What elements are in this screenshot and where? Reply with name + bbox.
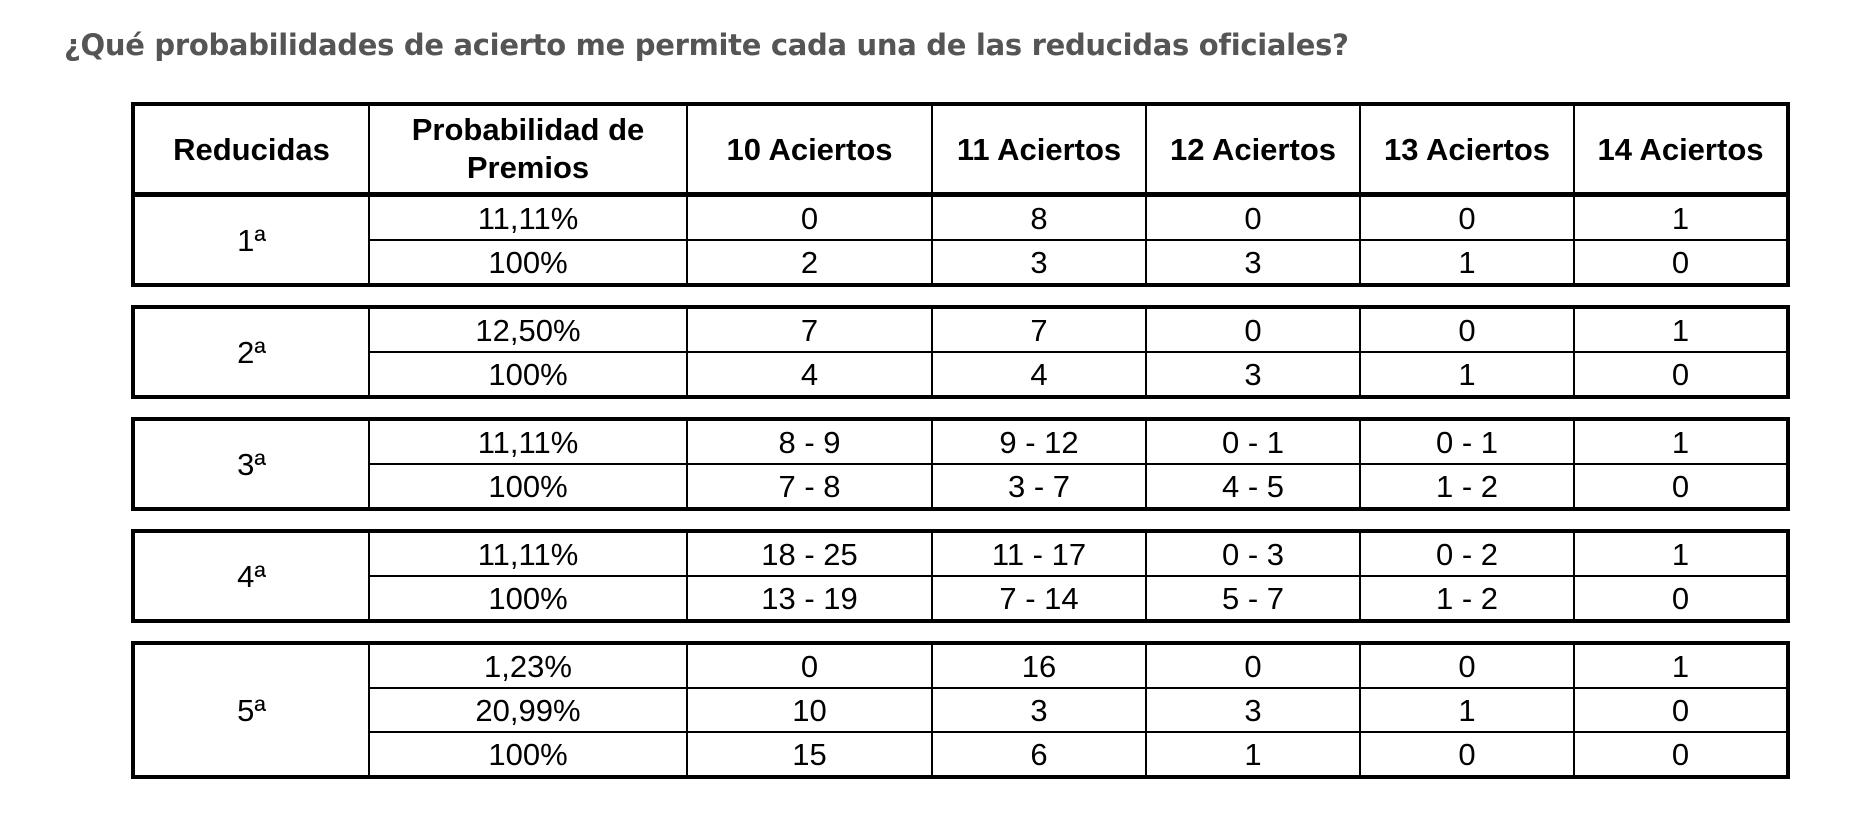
table-cell: 100%: [369, 240, 687, 285]
table-row: [133, 464, 1788, 509]
reducida-label: 5ª: [133, 643, 369, 777]
table-cell: 1: [1574, 307, 1788, 352]
table-cell: 3: [1146, 352, 1360, 397]
table-cell: 100%: [369, 576, 687, 621]
table-cell: 3: [932, 240, 1146, 285]
header-10-aciertos: 10 Aciertos: [687, 104, 932, 194]
table-cell: 3: [1146, 688, 1360, 732]
table-cell: 0: [1574, 352, 1788, 397]
table-cell: 1 - 2: [1360, 576, 1574, 621]
table-row: [133, 240, 1788, 285]
table-cell: 4 - 5: [1146, 464, 1360, 509]
table-cell: 11,11%: [369, 196, 687, 240]
table-cell: 2: [687, 240, 932, 285]
table-cell: 16: [932, 643, 1146, 688]
table-cell: 1: [1574, 531, 1788, 576]
table-cell: 3: [1146, 240, 1360, 285]
reducida-label: 3ª: [133, 419, 369, 509]
table-cell: 0: [1574, 240, 1788, 285]
table-cell: 0: [1146, 307, 1360, 352]
table-cell: 0: [1574, 688, 1788, 732]
reducidas-table: [131, 102, 1786, 797]
table-cell: 0: [1146, 643, 1360, 688]
table-cell: 0: [1360, 196, 1574, 240]
table-cell: 0: [687, 643, 932, 688]
table-cell: 0: [1360, 307, 1574, 352]
table-cell: 6: [932, 732, 1146, 777]
table-cell: 0: [1360, 732, 1574, 777]
table-cell: 8 - 9: [687, 419, 932, 464]
table-cell: 7 - 8: [687, 464, 932, 509]
table-cell: 100%: [369, 352, 687, 397]
table-cell: 0: [1146, 196, 1360, 240]
header-probabilidad: Probabilidad de Premios: [369, 104, 687, 194]
table-row: [133, 732, 1788, 777]
table-row: [133, 307, 1788, 352]
table-cell: 11,11%: [369, 419, 687, 464]
table-row: [133, 531, 1788, 576]
table-cell: 4: [932, 352, 1146, 397]
table-cell: 1: [1360, 352, 1574, 397]
header-13-aciertos: 13 Aciertos: [1360, 104, 1574, 194]
table-cell: 1 - 2: [1360, 464, 1574, 509]
table-cell: 15: [687, 732, 932, 777]
reducida-label: 1ª: [133, 196, 369, 285]
table-row: [133, 352, 1788, 397]
table-cell: 13 - 19: [687, 576, 932, 621]
table-cell: 11 - 17: [932, 531, 1146, 576]
table-header: [131, 102, 1790, 195]
table-cell: 9 - 12: [932, 419, 1146, 464]
table-cell: 3 - 7: [932, 464, 1146, 509]
table-cell: 7: [932, 307, 1146, 352]
table-row: [133, 576, 1788, 621]
table-cell: 1: [1360, 688, 1574, 732]
table-cell: 12,50%: [369, 307, 687, 352]
table-cell: 10: [687, 688, 932, 732]
table-cell: 7 - 14: [932, 576, 1146, 621]
table-cell: 5 - 7: [1146, 576, 1360, 621]
reducida-label: 2ª: [133, 307, 369, 397]
table-cell: 0 - 1: [1360, 419, 1574, 464]
reducida-block: [131, 195, 1790, 287]
table-cell: 0: [1574, 464, 1788, 509]
header-12-aciertos: 12 Aciertos: [1146, 104, 1360, 194]
reducida-block: [131, 641, 1790, 779]
table-cell: 3: [932, 688, 1146, 732]
table-cell: 0 - 3: [1146, 531, 1360, 576]
table-cell: 1: [1574, 419, 1788, 464]
table-cell: 0: [1360, 643, 1574, 688]
table-cell: 0 - 1: [1146, 419, 1360, 464]
table-cell: 8: [932, 196, 1146, 240]
table-cell: 1: [1146, 732, 1360, 777]
table-cell: 1: [1574, 643, 1788, 688]
header-11-aciertos: 11 Aciertos: [932, 104, 1146, 194]
table-row: [133, 688, 1788, 732]
table-cell: 100%: [369, 732, 687, 777]
table-cell: 1,23%: [369, 643, 687, 688]
table-cell: 4: [687, 352, 932, 397]
table-cell: 20,99%: [369, 688, 687, 732]
table-cell: 0: [687, 196, 932, 240]
table-cell: 7: [687, 307, 932, 352]
reducida-block: [131, 529, 1790, 623]
header-14-aciertos: 14 Aciertos: [1574, 104, 1788, 194]
table-cell: 1: [1574, 196, 1788, 240]
table-cell: 0 - 2: [1360, 531, 1574, 576]
table-row: [133, 643, 1788, 688]
header-reducidas: Reducidas: [133, 104, 369, 194]
reducida-block: [131, 417, 1790, 511]
table-cell: 100%: [369, 464, 687, 509]
reducida-block: [131, 305, 1790, 399]
table-cell: 1: [1360, 240, 1574, 285]
reducida-label: 4ª: [133, 531, 369, 621]
table-cell: 0: [1574, 576, 1788, 621]
table-row: [133, 196, 1788, 240]
table-cell: 18 - 25: [687, 531, 932, 576]
table-cell: 0: [1574, 732, 1788, 777]
table-row: [133, 419, 1788, 464]
page-question-heading: ¿Qué probabilidades de acierto me permite cada una de las reducidas oficiales?: [64, 28, 1349, 62]
table-cell: 11,11%: [369, 531, 687, 576]
